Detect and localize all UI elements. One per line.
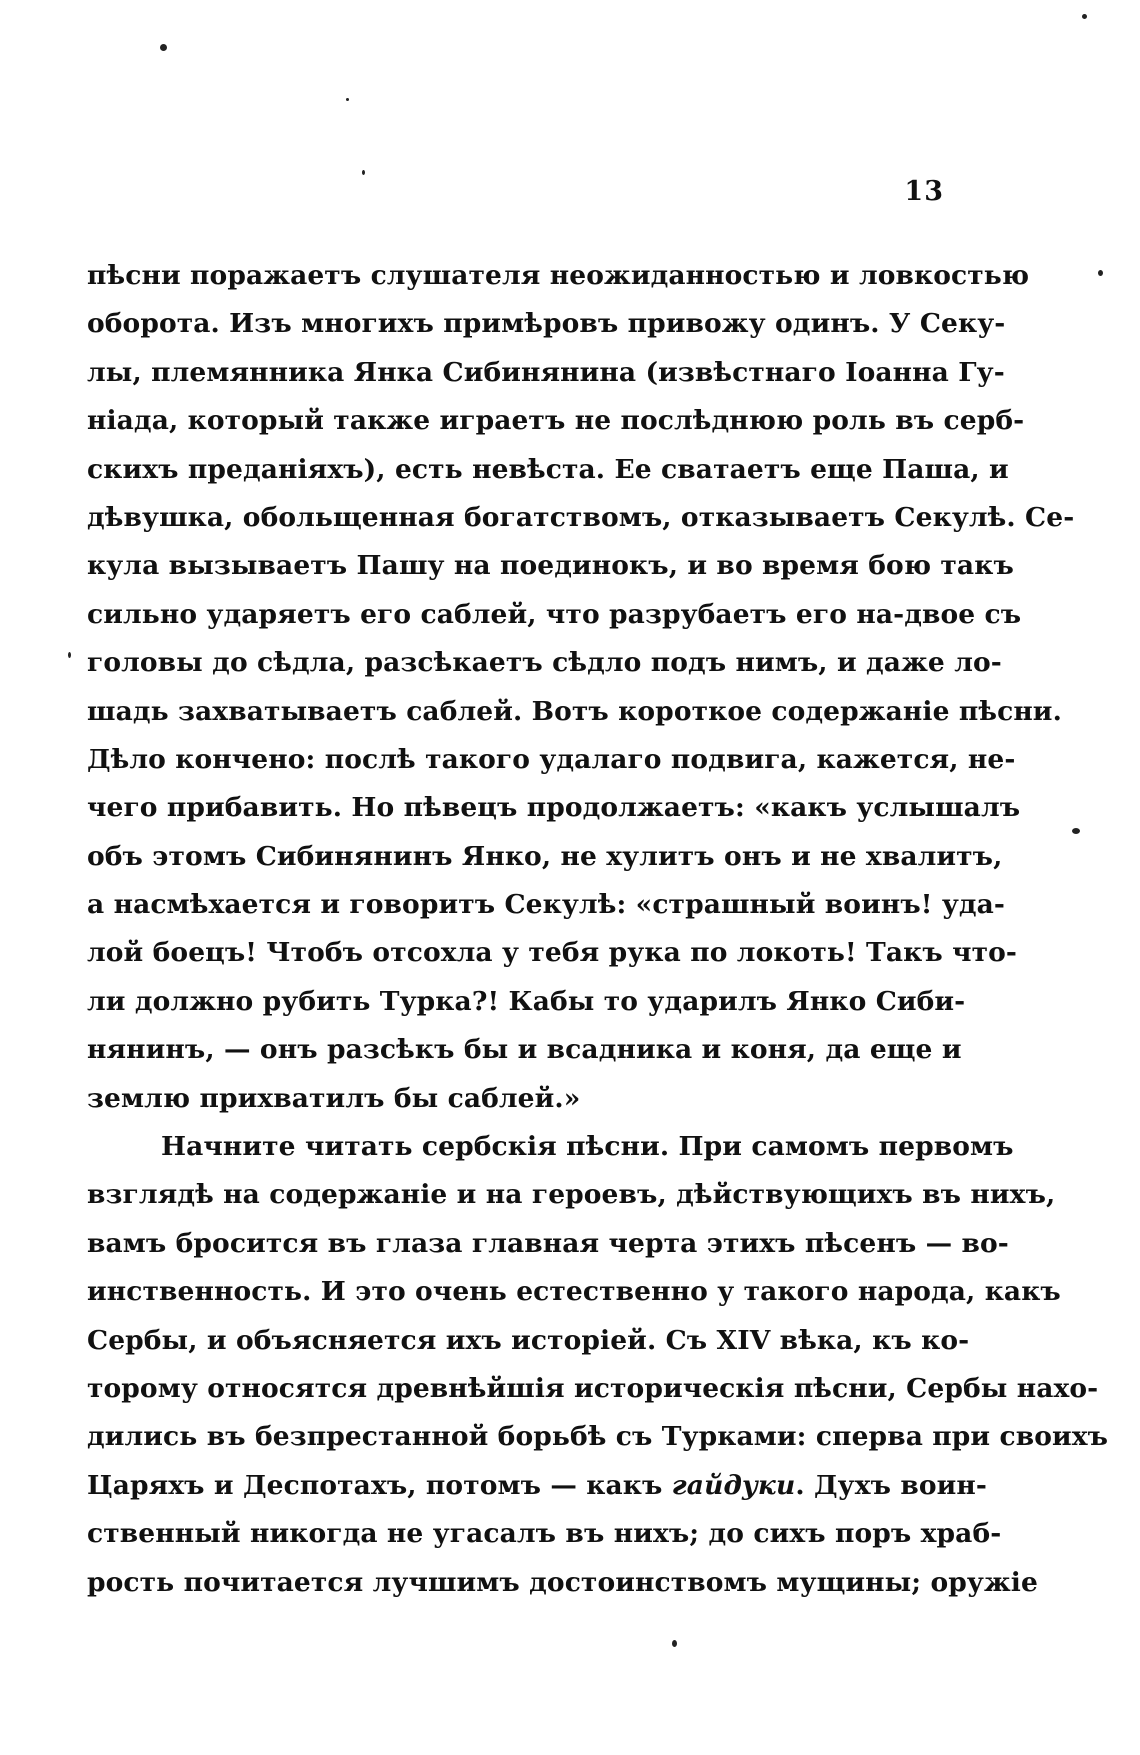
body-text [87, 252, 1109, 1607]
scan-speck [1098, 270, 1103, 276]
text-line: рость почитается лучшимъ достоинствомъ мущины; оружіе [87, 1566, 1038, 1598]
text-line: ственный никогда не угасалъ въ нихъ; до сихъ поръ храб- [87, 1518, 1002, 1550]
text-line: Начните читать сербскія пѣсни. При самомъ первомъ [161, 1131, 1014, 1163]
text-line: объ этомъ Сибинянинъ Янко, не хулитъ онъ и не хвалитъ, [87, 840, 1003, 872]
text-segment: Царяхъ и Деспотахъ, потомъ — какъ [87, 1469, 672, 1501]
page-number: 13 [904, 176, 944, 207]
paragraph-1 [87, 252, 1075, 1123]
text-line: нянинъ, — онъ разсѣкъ бы и всадника и коня, да еще и [87, 1034, 962, 1066]
text-line: лы, племянника Янка Сибинянина (извѣстнаго Іоанна Гу- [87, 356, 1005, 388]
italic-word: гайдуки [671, 1469, 796, 1501]
text-line: чего прибавить. Но пѣвецъ продолжаетъ: «какъ услышалъ [87, 792, 1021, 824]
text-line: инственность. И это очень естественно у такого народа, какъ [87, 1276, 1061, 1308]
text-line: взглядѣ на содержаніе и на героевъ, дѣйствующихъ въ нихъ, [87, 1179, 1056, 1211]
scan-speck [1072, 828, 1080, 834]
scan-speck [68, 652, 71, 658]
scan-speck [362, 170, 365, 175]
text-line: шадь захватываетъ саблей. Вотъ короткое содержаніе пѣсни. [87, 695, 1062, 727]
text-line: ніада, который также играетъ не послѣднюю роль въ серб- [87, 405, 1025, 437]
text-line: вамъ бросится въ глаза главная черта этихъ пѣсенъ — во- [87, 1227, 1009, 1259]
text-line: Дѣло кончено: послѣ такого удалаго подвига, кажется, не- [87, 743, 1016, 775]
text-line: головы до сѣдла, разсѣкаетъ сѣдло подъ нимъ, и даже ло- [87, 647, 1002, 679]
text-line-with-italic [87, 1462, 987, 1510]
text-line: а насмѣхается и говоритъ Секулѣ: «страшный воинъ! уда- [87, 889, 1006, 921]
text-line: пѣсни поражаетъ слушателя неожиданностью и ловкостью [87, 260, 1030, 291]
scan-speck [1082, 14, 1087, 19]
text-line: скихъ преданіяхъ), есть невѣста. Ее сватаетъ еще Паша, и [87, 453, 1009, 485]
paragraph-2 [87, 1123, 1109, 1607]
text-segment: . Духъ воин- [795, 1469, 987, 1501]
scan-speck [346, 98, 349, 101]
text-line: торому относятся древнѣйшія историческія пѣсни, Сербы нахо- [87, 1372, 1099, 1404]
text-line: дились въ безпрестанной борьбѣ съ Турками: сперва при своихъ [87, 1421, 1109, 1453]
text-line: кула вызываетъ Пашу на поединокъ, и во время бою такъ [87, 550, 1014, 582]
text-line: Сербы, и объясняется ихъ исторіей. Съ XIV вѣка, къ ко- [87, 1324, 970, 1356]
scan-speck [160, 44, 167, 51]
text-line: сильно ударяетъ его саблей, что разрубаетъ его на-двое съ [87, 598, 1022, 630]
text-line: дѣвушка, обольщенная богатствомъ, отказываетъ Секулѣ. Се- [87, 501, 1075, 533]
scan-speck [672, 1640, 677, 1647]
text-line: ли должно рубить Турка?! Кабы то ударилъ Янко Сиби- [87, 985, 966, 1017]
text-line: землю прихватилъ бы саблей.» [87, 1082, 581, 1114]
text-line: лой боецъ! Чтобъ отсохла у тебя рука по локоть! Такъ что- [87, 937, 1018, 969]
text-line: оборота. Изъ многихъ примѣровъ привожу одинъ. У Секу- [87, 308, 1006, 340]
